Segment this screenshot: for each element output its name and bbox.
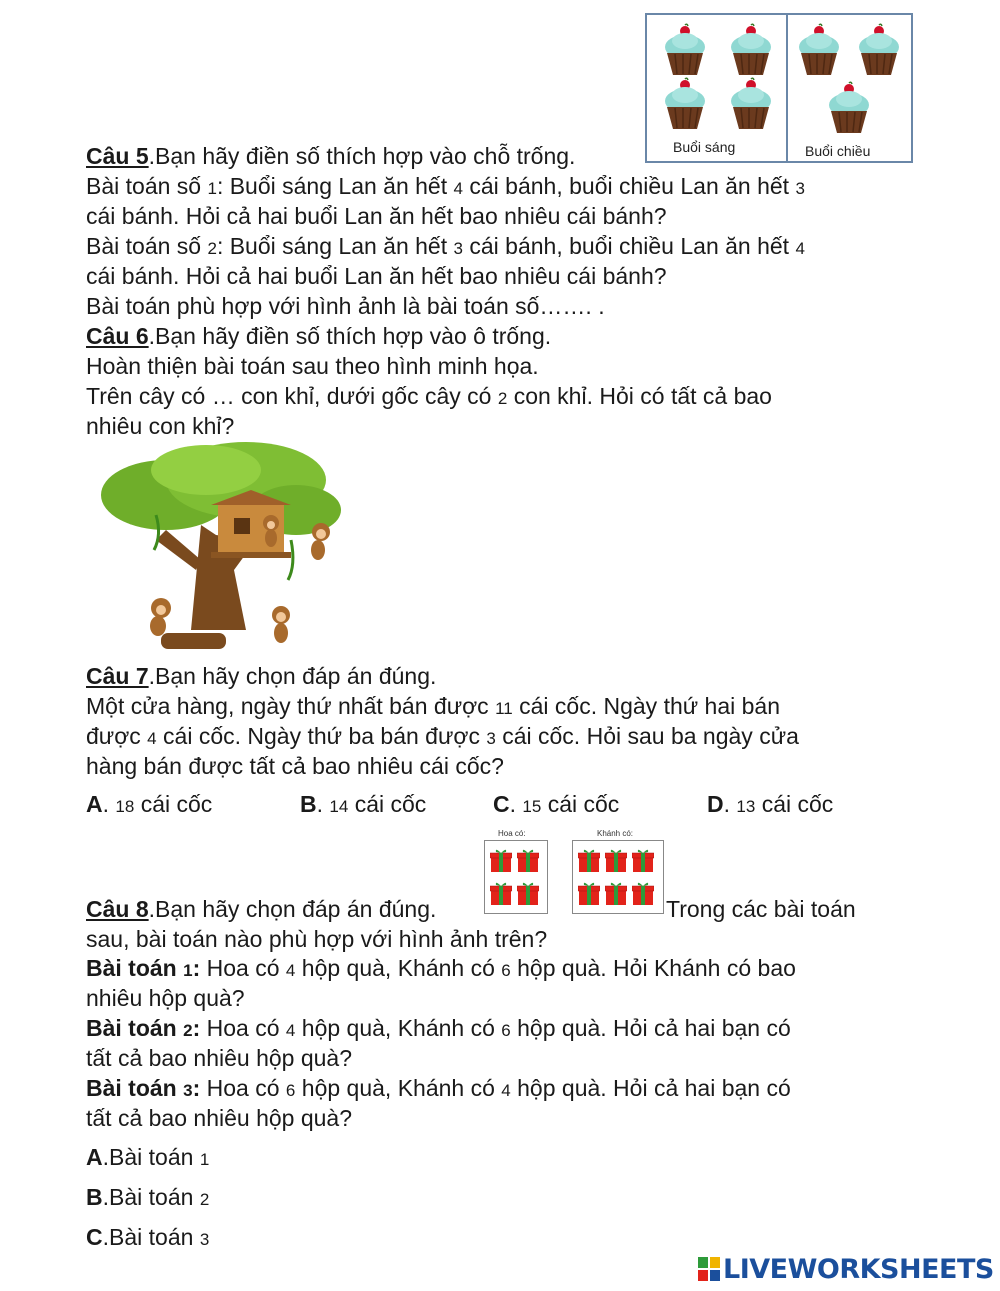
text: Hoa có <box>200 1015 286 1041</box>
q8-problem2 <box>86 1013 791 1046</box>
hoa-gift-frame <box>484 840 548 914</box>
number: 4 <box>795 239 805 258</box>
khanh-gift-frame <box>572 840 664 914</box>
number: 14 <box>329 797 349 816</box>
q8-option-a[interactable] <box>86 1142 209 1175</box>
number: 3 <box>199 1230 210 1249</box>
text: hộp quà. Hỏi cả hai bạn có <box>510 1075 791 1101</box>
text: được <box>86 723 148 749</box>
text: cái cốc <box>541 791 620 817</box>
number: 4 <box>501 1081 511 1100</box>
text: cái cốc <box>134 791 213 817</box>
q6-line2 <box>86 381 772 414</box>
text: hộp quà. Hỏi cả hai bạn có <box>510 1015 791 1041</box>
text: .Bài toán <box>102 1224 200 1250</box>
problem-title: Bài toán <box>86 955 184 981</box>
q7-option-b[interactable]: B. 14 cái cốc <box>300 791 427 817</box>
number: 13 <box>736 797 756 816</box>
number: 6 <box>501 1021 511 1040</box>
q8-line2: sau, bài toán nào phù hợp với hình ảnh trên? <box>86 926 548 952</box>
afternoon-label: Buổi chiều <box>805 143 871 159</box>
morning-cupcake-icon <box>661 23 709 79</box>
q5-instruction: .Bạn hãy điền số thích hợp vào chỗ trống. <box>148 143 576 169</box>
khanh-gift-icon <box>632 847 654 873</box>
q7-line1 <box>86 691 780 724</box>
q7-heading <box>86 661 436 691</box>
number: 2 <box>199 1190 210 1209</box>
text: cái cốc. Ngày thứ ba bán được <box>156 723 487 749</box>
option-letter: B <box>300 791 317 817</box>
number: 6 <box>501 961 511 980</box>
text: hộp quà, Khánh có <box>295 955 502 981</box>
text: cái cốc <box>348 791 427 817</box>
problem-title: Bài toán <box>86 1075 184 1101</box>
q7-option-d[interactable]: D. 13 cái cốc <box>707 791 834 817</box>
text: hộp quà, Khánh có <box>295 1075 502 1101</box>
number: 18 <box>115 797 135 816</box>
q5-label: Câu 5 <box>86 143 149 169</box>
q8-problem3 <box>86 1073 791 1106</box>
number: 2 <box>207 239 217 258</box>
q8-option-c[interactable] <box>86 1222 209 1255</box>
q8-problem3-line2: tất cả bao nhiêu hộp quà? <box>86 1105 353 1131</box>
hoa-gift-icon <box>517 847 539 873</box>
text: Hoa có <box>200 1075 286 1101</box>
q8-heading <box>86 894 436 924</box>
q7-instruction: .Bạn hãy chọn đáp án đúng. <box>148 663 437 689</box>
number: 2 <box>183 1021 193 1040</box>
afternoon-cupcake-icon <box>825 81 873 137</box>
q8-problem1-line2: nhiêu hộp quà? <box>86 985 245 1011</box>
q6-line1: Hoàn thiện bài toán sau theo hình minh họa. <box>86 353 539 379</box>
text: : Buổi sáng Lan ăn hết <box>216 233 454 259</box>
text: Trên cây có … con khỉ, dưới gốc cây có <box>86 383 498 409</box>
khanh-gift-icon <box>605 847 627 873</box>
afternoon-cupcake-icon <box>855 23 903 79</box>
problem-title: Bài toán <box>86 1015 184 1041</box>
text: cái bánh, buổi chiều Lan ăn hết <box>462 173 796 199</box>
text: cái bánh, buổi chiều Lan ăn hết <box>462 233 796 259</box>
hoa-label: Hoa có: <box>498 829 526 838</box>
number: 4 <box>453 179 463 198</box>
text: : Buổi sáng Lan ăn hết <box>216 173 454 199</box>
q7-line2 <box>86 721 799 754</box>
hoa-gift-icon <box>517 880 539 906</box>
q5-problem1-line2: cái bánh. Hỏi cả hai buổi Lan ăn hết bao nhiêu cái bánh? <box>86 203 667 229</box>
text: Một cửa hàng, ngày thứ nhất bán được <box>86 693 496 719</box>
number: 4 <box>285 1021 296 1040</box>
number: 6 <box>285 1081 296 1100</box>
q8-problem2-line2: tất cả bao nhiêu hộp quà? <box>86 1045 353 1071</box>
number: 1 <box>183 961 193 980</box>
monkey-tree-image <box>96 440 346 658</box>
number: 3 <box>453 239 463 258</box>
cube-logo-icon <box>697 1256 721 1282</box>
brand-name: LIVEWORKSHEETS <box>723 1253 994 1285</box>
text: hộp quà, Khánh có <box>295 1015 502 1041</box>
q8-after-image: Trong các bài toán <box>666 896 856 922</box>
q7-label: Câu 7 <box>86 663 149 689</box>
q5-problem1-line1 <box>86 171 805 204</box>
q6-instruction: .Bạn hãy điền số thích hợp vào ô trống. <box>148 323 552 349</box>
hoa-gift-icon <box>490 880 512 906</box>
q8-label: Câu 8 <box>86 896 149 922</box>
q7-option-c[interactable]: C. 15 cái cốc <box>493 791 620 817</box>
q5-problem2-line2: cái bánh. Hỏi cả hai buổi Lan ăn hết bao nhiêu cái bánh? <box>86 263 667 289</box>
text: cái cốc. Hỏi sau ba ngày cửa <box>495 723 799 749</box>
morning-cupcake-icon <box>727 23 775 79</box>
number: 4 <box>147 729 157 748</box>
text: .Bài toán <box>102 1144 200 1170</box>
number: 3 <box>486 729 496 748</box>
text: .Bài toán <box>102 1184 200 1210</box>
number: 11 <box>495 699 513 718</box>
q5-heading <box>86 141 575 171</box>
number: 2 <box>497 389 508 408</box>
q6-label: Câu 6 <box>86 323 149 349</box>
q7-option-a[interactable]: A. 18 cái cốc <box>86 791 213 817</box>
hoa-gift-icon <box>490 847 512 873</box>
option-letter: C <box>86 1224 103 1250</box>
colon: : <box>192 1075 201 1101</box>
q7-line3: hàng bán được tất cả bao nhiêu cái cốc? <box>86 753 504 779</box>
khanh-gift-icon <box>605 880 627 906</box>
morning-cupcake-icon <box>727 77 775 133</box>
number: 4 <box>285 961 296 980</box>
option-letter: A <box>86 791 103 817</box>
number: 3 <box>183 1081 193 1100</box>
number: 1 <box>199 1150 210 1169</box>
text: hộp quà. Hỏi Khánh có bao <box>510 955 796 981</box>
q6-heading <box>86 321 551 351</box>
q5-problem2-line1 <box>86 231 805 264</box>
khanh-gift-icon <box>632 880 654 906</box>
number: 1 <box>207 179 217 198</box>
text: cái cốc. Ngày thứ hai bán <box>512 693 780 719</box>
text: cái cốc <box>755 791 834 817</box>
option-letter: B <box>86 1184 103 1210</box>
text: Bài toán số <box>86 233 208 259</box>
q6-line3: nhiêu con khỉ? <box>86 413 235 439</box>
option-letter: C <box>493 791 510 817</box>
text: Bài toán số <box>86 173 208 199</box>
q8-instruction: .Bạn hãy chọn đáp án đúng. <box>148 896 437 922</box>
q5-answer-line[interactable]: Bài toán phù hợp với hình ảnh là bài toán số……. . <box>86 293 605 319</box>
q8-option-b[interactable] <box>86 1182 209 1215</box>
afternoon-cupcake-icon <box>795 23 843 79</box>
morning-label: Buổi sáng <box>673 139 736 155</box>
liveworksheets-logo[interactable] <box>697 1252 994 1286</box>
text: Hoa có <box>200 955 286 981</box>
number: 3 <box>795 179 805 198</box>
option-letter: D <box>707 791 724 817</box>
khanh-label: Khánh có: <box>597 829 634 838</box>
morning-cupcake-icon <box>661 77 709 133</box>
khanh-gift-icon <box>578 880 600 906</box>
number: 15 <box>522 797 542 816</box>
panel-divider <box>786 15 788 161</box>
khanh-gift-icon <box>578 847 600 873</box>
colon: : <box>192 955 201 981</box>
q8-problem1 <box>86 953 796 986</box>
cupcake-image <box>645 13 913 163</box>
colon: : <box>192 1015 201 1041</box>
option-letter: A <box>86 1144 103 1170</box>
text: con khỉ. Hỏi có tất cả bao <box>507 383 772 409</box>
